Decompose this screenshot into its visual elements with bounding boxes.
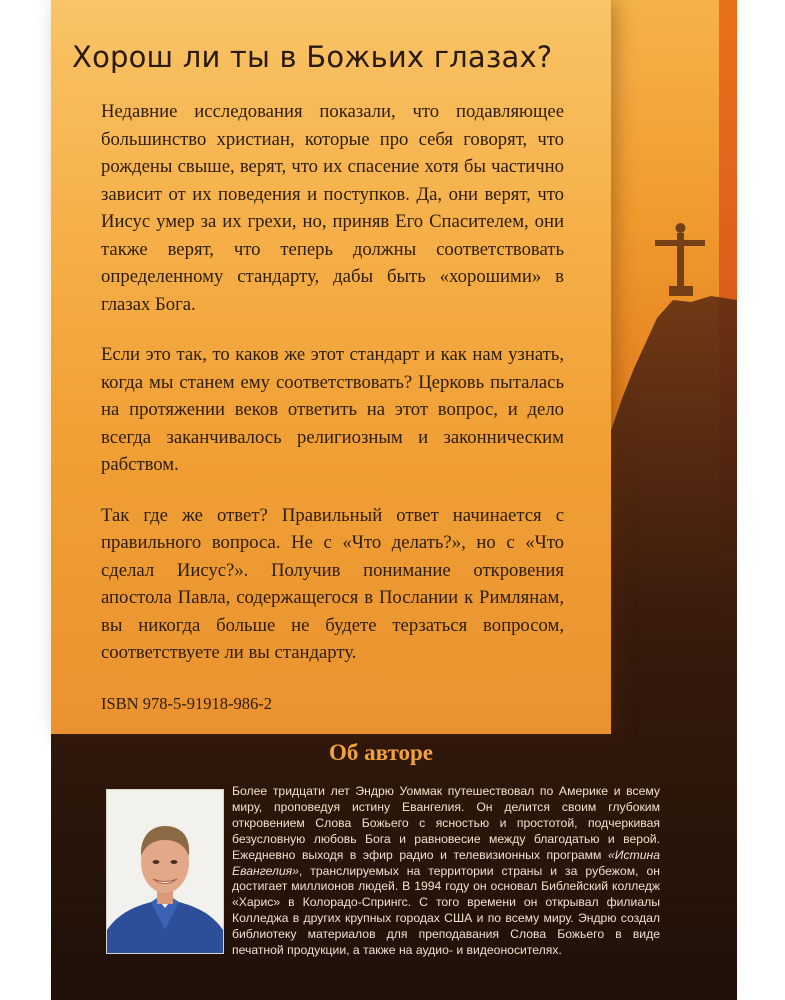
author-bio [232,784,660,959]
description-paragraph-2: Если это так, то каков же этот стандарт и как нам узнать, когда мы станем ему соответствовать? Церковь пыталась на протяжении веков ответить на этот вопрос, и дело всегда заканчивалось религиозным и законническим рабством. [101,344,564,475]
book-title: Хорош ли ты в Божьих глазах? [72,40,553,74]
author-bio-part-1: Более тридцати лет Эндрю Уоммак путешествовал по Америке и всему миру, проповедуя истину Евангелия. Он делится своим глубоким откровением Слова Божьего с ясностью и простотой, подчеркивая безусловную любовь Бога и равновесие между благодатью и верой. Ежедневно выходя в эфир радио и телевизионных программ [232,784,660,862]
isbn-number: ISBN 978-5-91918-986-2 [101,694,272,713]
description-paragraph-3: Так где же ответ? Правильный ответ начинается с правильного вопроса. Не с «Что делать?», но с «Что сделал Иисус?». Получив понимание откровения апостола Павла, содержащегося в Послании к Римлянам, вы никогда больше не будете терзаться вопросом, соответствуете ли вы стандарту. [101,504,564,663]
description-paragraph-1: Недавние исследования показали, что подавляющее большинство христиан, которые про себя говорят, что рождены свыше, верят, что их спасение хотя бы частично зависит от их поведения и поступков. Да, они верят, что Иисус умер за их грехи, но, приняв Его Спасителем, они также верят, что теперь должны соответствовать определенному стандарту, дабы быть «хорошими» в глазах Бога. [101,101,564,315]
author-section-heading: Об авторе [329,740,433,765]
tv-program-name: «Истина Евангелия» [232,847,660,878]
author-photo [106,789,224,954]
book-description [101,98,564,690]
author-bio-part-2: , транслируемых на территории страны и за рубежом, он достигает миллионов людей. В 1994 году он основал Библейский колледж «Харис» в Колорадо-Спрингс. С того времени он открывал филиалы Колледжа в других крупных городах США и по всему миру. Эндрю создал библиотеку материалов для преподавания Слова Божьего в виде печатной продукции, а также на аудио- и видеоносителях. [232,863,660,958]
